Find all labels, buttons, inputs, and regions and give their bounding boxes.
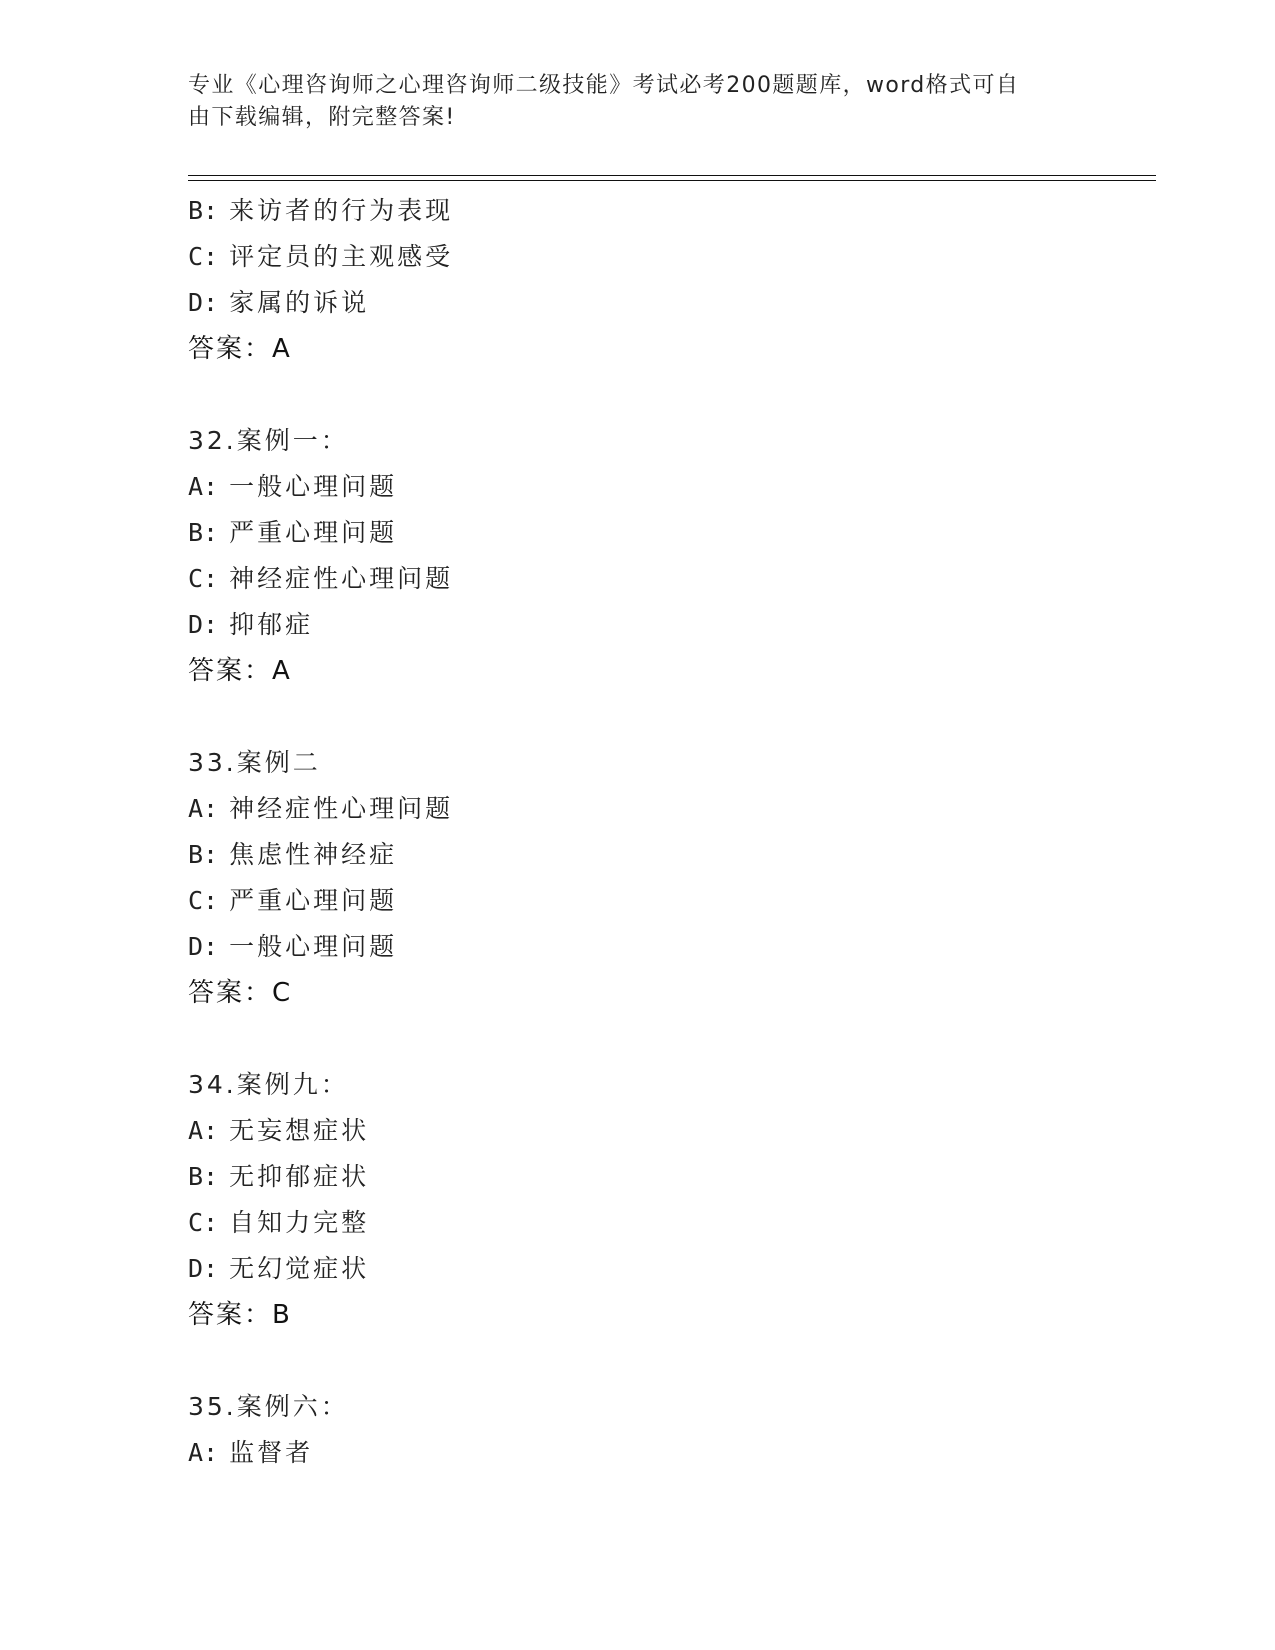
answer-line: 答案：C (188, 978, 293, 1008)
option-text: 自知力完整 (229, 1208, 370, 1237)
option-label: D: (188, 610, 219, 639)
option-text: 来访者的行为表现 (229, 196, 454, 225)
option-label: B: (188, 518, 219, 547)
option-line (188, 602, 1156, 648)
spacer (188, 694, 1156, 740)
option-label: B: (188, 196, 219, 225)
option-text: 一般心理问题 (229, 932, 398, 961)
option-text: 神经症性心理问题 (229, 794, 454, 823)
question-title: 32.案例一： (188, 426, 349, 455)
option-text: 无妄想症状 (229, 1116, 370, 1145)
option-line (188, 786, 1156, 832)
option-line (188, 234, 1156, 280)
option-label: A: (188, 794, 219, 823)
answer-line: 答案：B (188, 1300, 292, 1330)
question-list (188, 188, 1156, 1476)
answer-line: 答案：A (188, 656, 292, 686)
option-label: C: (188, 242, 219, 271)
spacer (188, 372, 1156, 418)
option-label: A: (188, 472, 219, 501)
option-label: B: (188, 840, 219, 869)
spacer (188, 1016, 1156, 1062)
option-text: 家属的诉说 (229, 288, 370, 317)
option-line (188, 1246, 1156, 1292)
option-text: 无幻觉症状 (229, 1254, 370, 1283)
option-text: 焦虑性神经症 (229, 840, 398, 869)
option-text: 评定员的主观感受 (229, 242, 454, 271)
header-divider-bottom (188, 180, 1156, 181)
spacer (188, 1338, 1156, 1384)
option-text: 监督者 (229, 1438, 314, 1467)
option-label: D: (188, 288, 219, 317)
question-title: 33.案例二 (188, 748, 321, 777)
option-label: D: (188, 1254, 219, 1283)
option-text: 严重心理问题 (229, 518, 398, 547)
option-line (188, 878, 1156, 924)
option-label: D: (188, 932, 219, 961)
option-line (188, 556, 1156, 602)
header-line-2: 由下载编辑，附完整答案! (188, 105, 456, 130)
option-label: A: (188, 1438, 219, 1467)
option-line (188, 188, 1156, 234)
option-text: 无抑郁症状 (229, 1162, 370, 1191)
option-text: 严重心理问题 (229, 886, 398, 915)
option-line (188, 924, 1156, 970)
option-text: 神经症性心理问题 (229, 564, 454, 593)
option-label: C: (188, 1208, 219, 1237)
option-label: A: (188, 1116, 219, 1145)
option-line (188, 1108, 1156, 1154)
option-line (188, 280, 1156, 326)
option-text: 一般心理问题 (229, 472, 398, 501)
header-line-1: 专业《心理咨询师之心理咨询师二级技能》考试必考200题题库，word格式可自 (188, 73, 1020, 98)
option-line (188, 464, 1156, 510)
option-line (188, 1154, 1156, 1200)
option-line (188, 510, 1156, 556)
option-line (188, 832, 1156, 878)
option-line (188, 1430, 1156, 1476)
option-label: B: (188, 1162, 219, 1191)
option-line (188, 1200, 1156, 1246)
option-label: C: (188, 886, 219, 915)
option-text: 抑郁症 (229, 610, 314, 639)
header-divider-top (188, 175, 1156, 176)
document-header (188, 70, 1068, 134)
question-title: 34.案例九： (188, 1070, 349, 1099)
answer-line: 答案：A (188, 334, 292, 364)
option-label: C: (188, 564, 219, 593)
question-title: 35.案例六： (188, 1392, 349, 1421)
